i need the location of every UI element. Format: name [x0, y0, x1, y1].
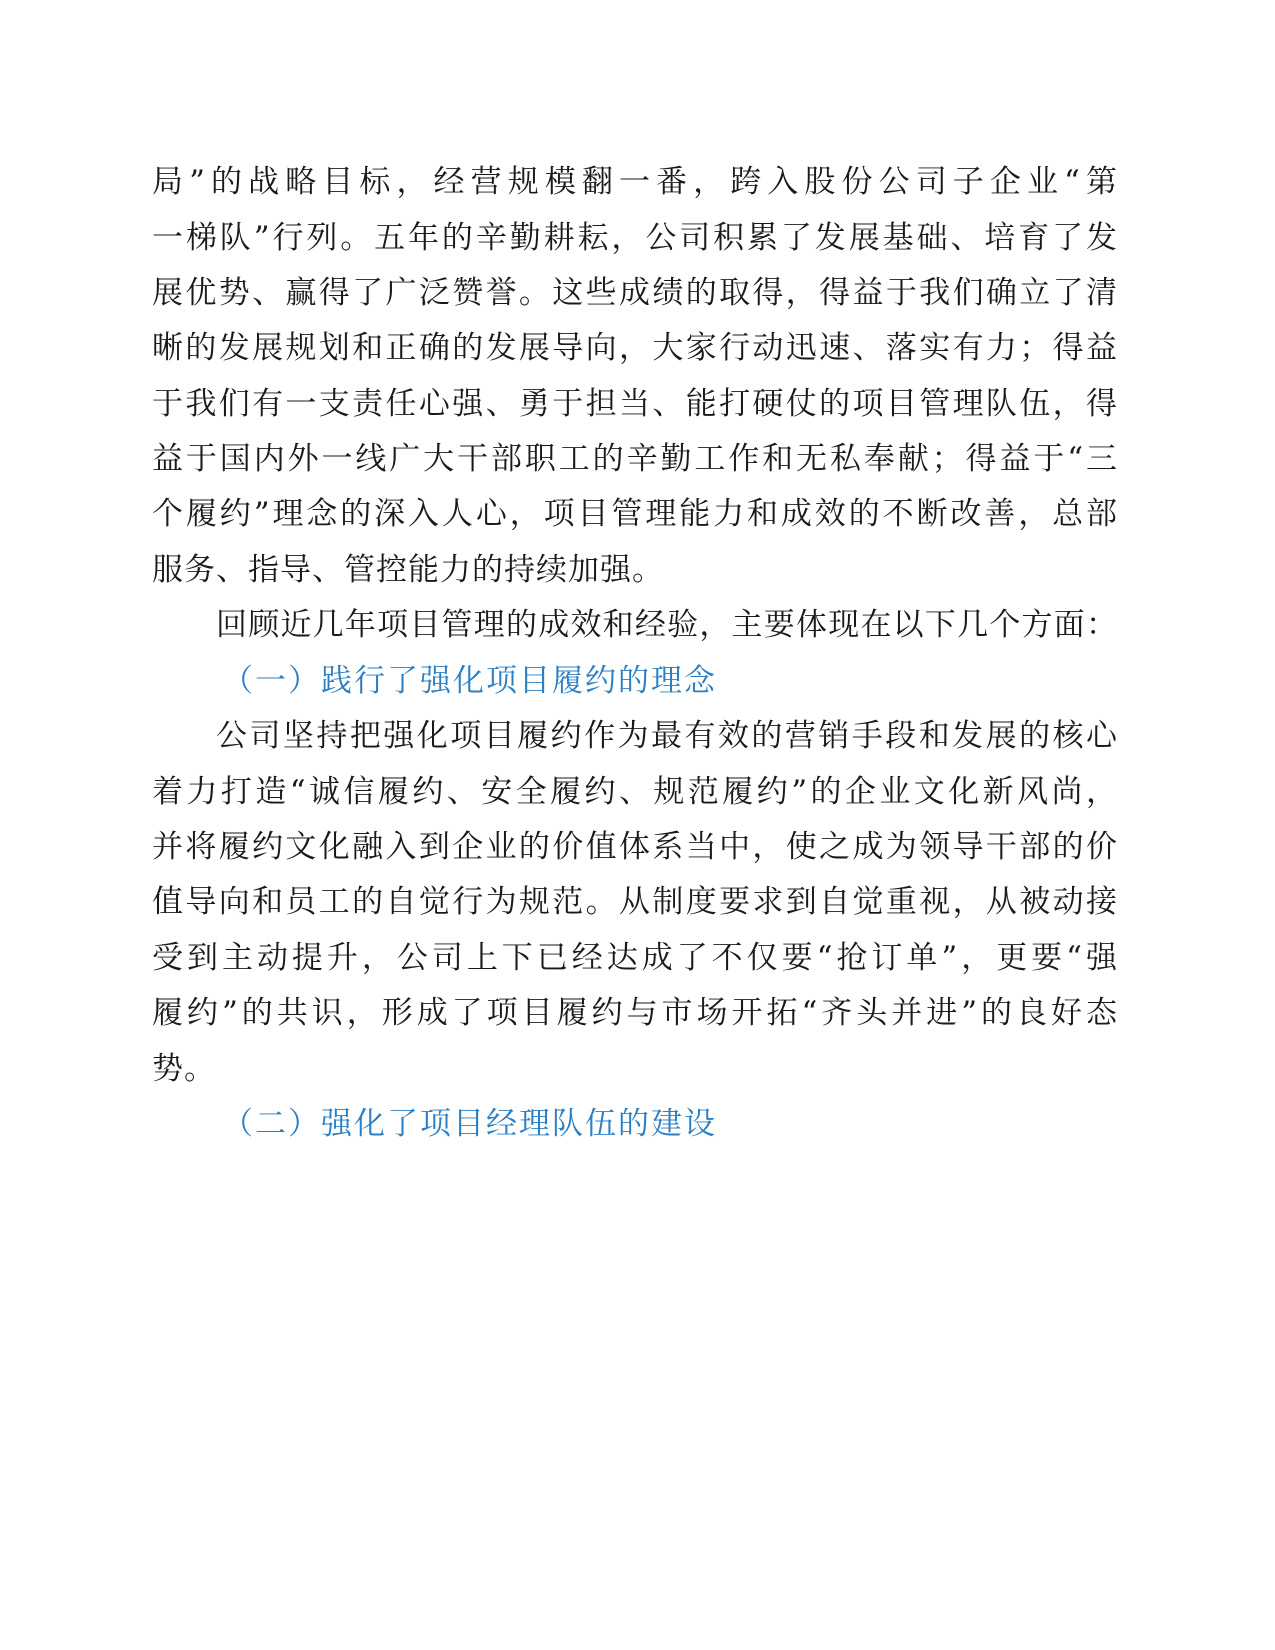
paragraph-line: 受到主动提升，公司上下已经达成了不仅要“抢订单”，更要“强: [152, 940, 1118, 976]
paragraph-line: 公司坚持把强化项目履约作为最有效的营销手段和发展的核心: [216, 718, 1118, 754]
section-heading: （二）强化了项目经理队伍的建设: [222, 1106, 717, 1142]
paragraph-line: 个履约”理念的深入人心，项目管理能力和成效的不断改善，总部: [152, 496, 1118, 532]
paragraph-line: 益于国内外一线广大干部职工的辛勤工作和无私奉献；得益于“三: [152, 441, 1118, 477]
paragraph-line: 局”的战略目标，经营规模翻一番，跨入股份公司子企业“第: [152, 164, 1118, 200]
paragraph-line: 回顾近几年项目管理的成效和经验，主要体现在以下几个方面：: [216, 607, 1118, 643]
paragraph-line: 展优势、赢得了广泛赞誉。这些成绩的取得，得益于我们确立了清: [152, 275, 1118, 311]
paragraph-line: 晰的发展规划和正确的发展导向，大家行动迅速、落实有力；得益: [152, 330, 1118, 366]
paragraph-line: 服务、指导、管控能力的持续加强。: [152, 552, 664, 588]
paragraph-line: 一梯队”行列。五年的辛勤耕耘，公司积累了发展基础、培育了发: [152, 220, 1118, 256]
section-heading: （一）践行了强化项目履约的理念: [222, 663, 717, 699]
paragraph-line: 并将履约文化融入到企业的价值体系当中，使之成为领导干部的价: [152, 829, 1118, 865]
paragraph-line: 势。: [152, 1051, 216, 1087]
paragraph-line: 着力打造“诚信履约、安全履约、规范履约”的企业文化新风尚，: [152, 774, 1118, 810]
paragraph-line: 于我们有一支责任心强、勇于担当、能打硬仗的项目管理队伍，得: [152, 386, 1118, 422]
paragraph-line: 值导向和员工的自觉行为规范。从制度要求到自觉重视，从被动接: [152, 884, 1118, 920]
paragraph-line: 履约”的共识，形成了项目履约与市场开拓“齐头并进”的良好态: [152, 995, 1118, 1031]
